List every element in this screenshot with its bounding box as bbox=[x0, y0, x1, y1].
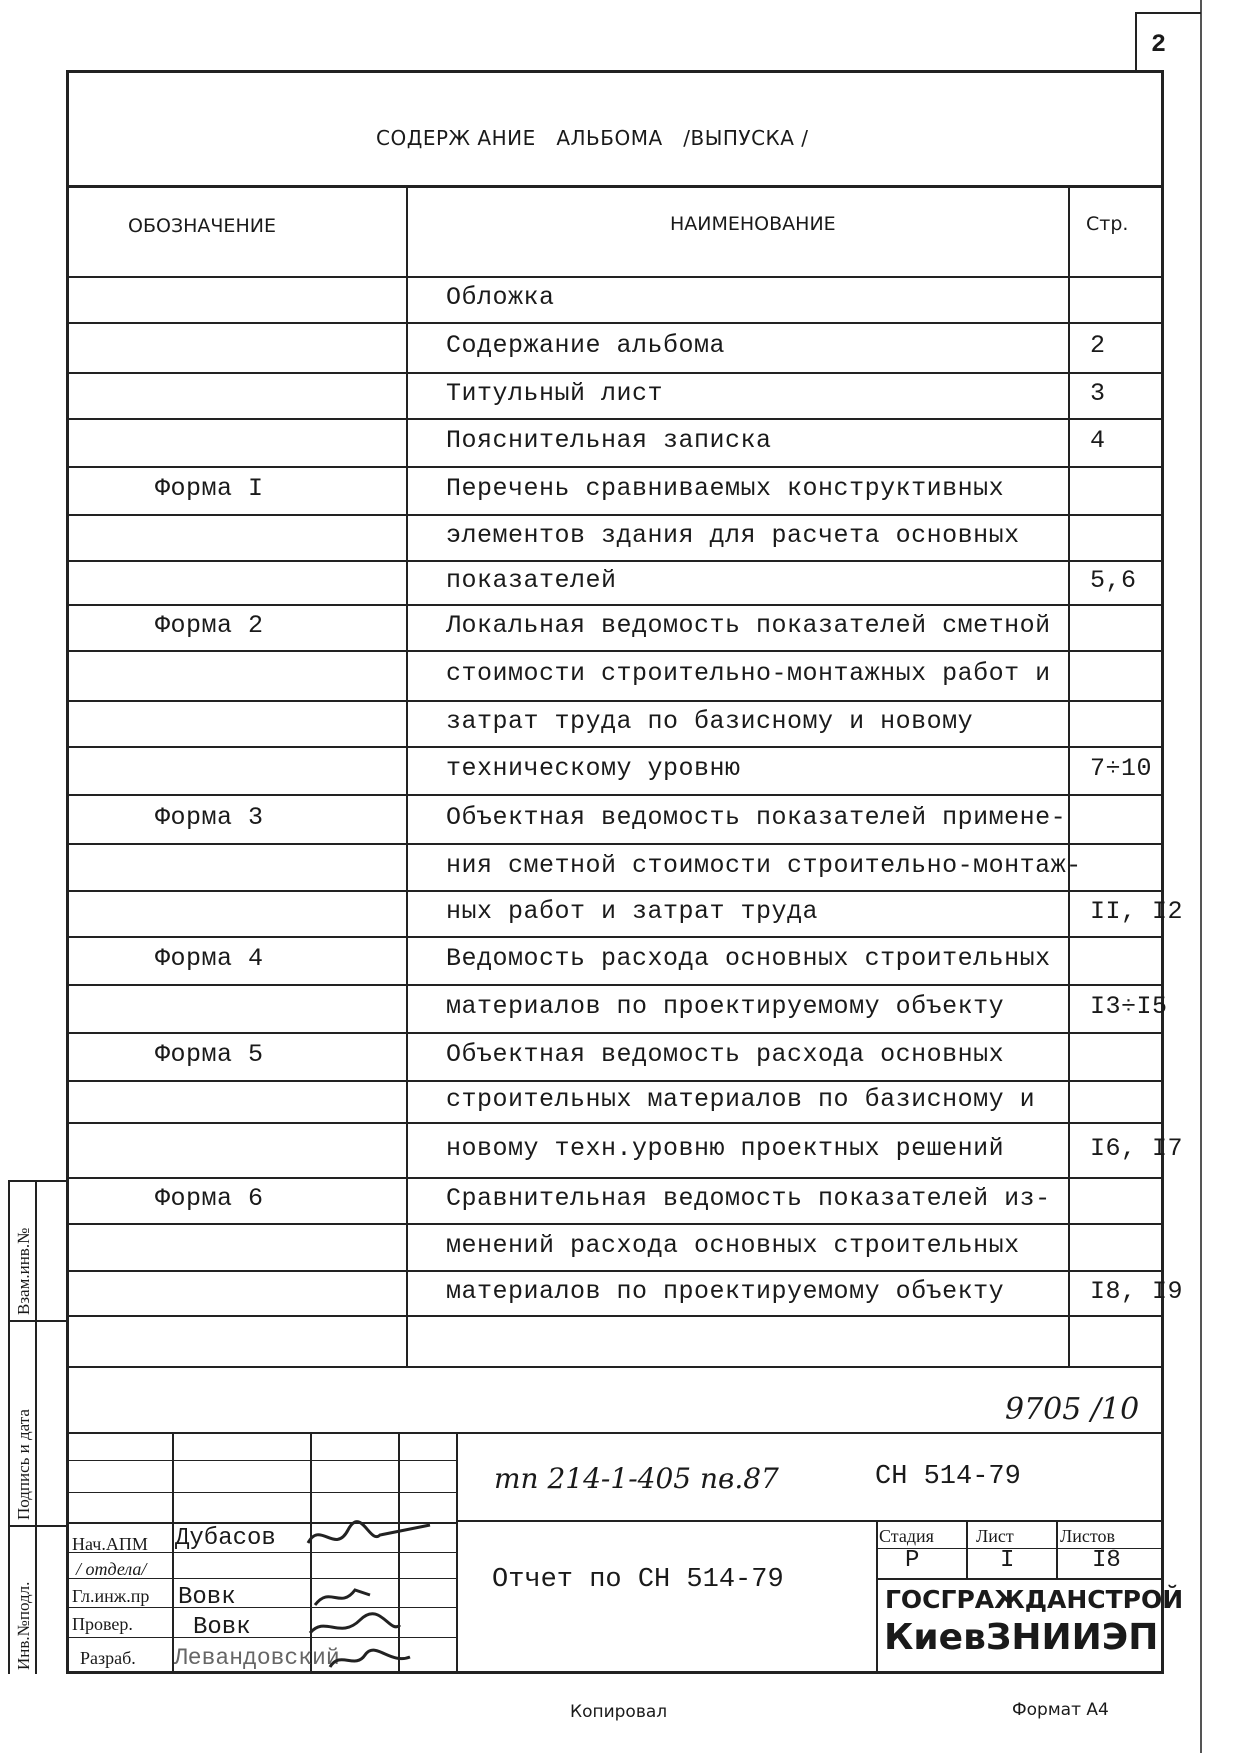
stage-label: Стадия bbox=[879, 1526, 934, 1546]
header-page: Стр. bbox=[1086, 213, 1129, 235]
sheet-number: 2 bbox=[1151, 30, 1167, 59]
page-cell: II, I2 bbox=[1090, 897, 1184, 926]
org-line-2: КиевЗНИИЭП bbox=[884, 1617, 1159, 1658]
row-rule bbox=[68, 936, 1162, 938]
row-rule bbox=[68, 700, 1162, 702]
side-stamp-div1 bbox=[8, 1180, 68, 1182]
signature-5 bbox=[330, 1650, 410, 1667]
name-cell: ных работ и затрат труда bbox=[446, 897, 819, 926]
header-designation: ОБОЗНАЧЕНИЕ bbox=[128, 215, 276, 237]
name-cell: Обложка bbox=[446, 283, 555, 312]
signature-4 bbox=[310, 1614, 400, 1633]
page-cell: I6, I7 bbox=[1090, 1133, 1184, 1163]
tb-stage-col-rule bbox=[876, 1520, 878, 1672]
name-cell: Титульный лист bbox=[446, 379, 664, 408]
name-cell: техническому уровню bbox=[446, 754, 741, 783]
role-4: Провер. bbox=[72, 1614, 133, 1634]
row-rule bbox=[68, 1032, 1162, 1034]
row-rule bbox=[68, 1122, 1162, 1124]
footer-format: Формат А4 bbox=[1012, 1700, 1109, 1720]
side-stamp-div2 bbox=[8, 1320, 68, 1322]
row-rule bbox=[68, 1080, 1162, 1082]
frame-top bbox=[66, 70, 1164, 73]
row-rule bbox=[68, 372, 1162, 374]
name-cell: показателей bbox=[446, 566, 617, 595]
doc-code: тп 214-1-405 пв.87 bbox=[494, 1462, 779, 1495]
name-4: Вовк bbox=[193, 1614, 251, 1641]
name-cell: затрат труда по базисному и новому bbox=[446, 707, 974, 736]
designation-cell: Форма 4 bbox=[155, 944, 264, 973]
name-cell: Перечень сравниваемых конструктивных bbox=[446, 474, 1005, 503]
document-name: Отчет по СН 514-79 bbox=[492, 1565, 784, 1595]
signature-3 bbox=[315, 1590, 370, 1605]
name-cell: Ведомость расхода основных строительных bbox=[446, 944, 1051, 973]
name-cell: материалов по проектируемому объекту bbox=[446, 992, 1005, 1021]
name-cell: материалов по проектируемому объекту bbox=[446, 1276, 1005, 1306]
title-underline bbox=[66, 185, 1164, 188]
header-name: НАИМЕНОВАНИЕ bbox=[670, 213, 836, 235]
page-cell: I8, I9 bbox=[1090, 1276, 1184, 1306]
page-cell: 5,6 bbox=[1090, 566, 1137, 595]
row-rule bbox=[68, 1315, 1162, 1317]
name-cell: Объектная ведомость расхода основных bbox=[446, 1040, 1005, 1069]
name-cell: Пояснительная записка bbox=[446, 426, 772, 455]
frame-bottom bbox=[66, 1671, 1164, 1674]
page-cell: I3÷I5 bbox=[1090, 992, 1168, 1021]
row-rule bbox=[68, 466, 1162, 468]
sheet-number-box-top bbox=[1135, 12, 1201, 14]
row-rule bbox=[68, 560, 1162, 562]
role-1: Нач.АПМ bbox=[72, 1534, 148, 1554]
row-rule bbox=[68, 322, 1162, 324]
name-1: Дубасов bbox=[175, 1525, 276, 1552]
side-stamp-inner bbox=[35, 1180, 37, 1674]
table-bottom-rule bbox=[68, 1366, 1162, 1368]
side-label-inv: Инв.№подл. bbox=[14, 1581, 33, 1670]
role-3: Гл.инж.пр bbox=[72, 1586, 150, 1606]
name-cell: новому техн.уровню проектных решений bbox=[446, 1133, 1005, 1163]
row-rule bbox=[68, 1270, 1162, 1272]
tb-stage-sep bbox=[966, 1520, 968, 1578]
row-rule bbox=[68, 890, 1162, 892]
row-rule bbox=[68, 746, 1162, 748]
page-cell: 4 bbox=[1090, 426, 1106, 455]
name-cell: ния сметной стоимости строительно-монтаж- bbox=[446, 850, 1082, 880]
column-rule-page bbox=[1068, 188, 1070, 1366]
name-cell: стоимости строительно-монтажных работ и bbox=[446, 659, 1051, 688]
row-rule bbox=[68, 1223, 1162, 1225]
side-label-vzam: Взам.инв.№ bbox=[14, 1227, 33, 1315]
name-cell: менений расхода основных строительных bbox=[446, 1230, 1020, 1260]
sheets-value: I8 bbox=[1092, 1547, 1121, 1574]
name-cell: элементов здания для расчета основных bbox=[446, 521, 1020, 550]
side-stamp-left bbox=[8, 1180, 10, 1674]
row-rule bbox=[68, 984, 1162, 986]
archive-number: 9705 /10 bbox=[1005, 1392, 1140, 1427]
row-rule bbox=[68, 1177, 1162, 1179]
name-cell: Объектная ведомость показателей примене- bbox=[446, 802, 1067, 832]
name-cell: Локальная ведомость показателей сметной bbox=[446, 611, 1051, 640]
designation-cell: Форма I bbox=[155, 474, 264, 503]
side-label-podpis: Подпись и дата bbox=[14, 1409, 33, 1520]
side-stamp-div3 bbox=[8, 1525, 68, 1527]
tb-stage-sep bbox=[1056, 1520, 1058, 1578]
stage-value: Р bbox=[905, 1547, 920, 1574]
page-cell: 3 bbox=[1090, 379, 1106, 408]
tb-col-rule bbox=[172, 1432, 174, 1672]
designation-cell: Форма 3 bbox=[155, 802, 264, 832]
sheets-label: Листов bbox=[1060, 1526, 1115, 1546]
tb-top-rule bbox=[68, 1432, 1162, 1434]
tb-col-rule bbox=[456, 1432, 458, 1672]
standard-code: СН 514-79 bbox=[875, 1462, 1021, 1492]
role-2: / отдела/ bbox=[76, 1559, 147, 1579]
signature-1 bbox=[308, 1522, 430, 1543]
row-rule bbox=[68, 418, 1162, 420]
role-5: Разраб. bbox=[80, 1648, 136, 1668]
tb-stage-bottom-rule bbox=[876, 1578, 1162, 1580]
row-rule bbox=[68, 514, 1162, 516]
name-cell: строительных материалов по базисному и bbox=[446, 1085, 1036, 1114]
name-5: Левандовский bbox=[174, 1645, 340, 1671]
page-cell: 2 bbox=[1090, 331, 1106, 360]
page-edge-right bbox=[1200, 0, 1202, 1753]
sheet-number-box-left bbox=[1135, 12, 1137, 70]
row-rule bbox=[68, 604, 1162, 606]
column-rule-designation bbox=[406, 188, 408, 1366]
name-3: Вовк bbox=[178, 1584, 236, 1611]
footer-copied: Копировал bbox=[570, 1702, 668, 1722]
document-title: СОДЕРЖ АНИЕ АЛЬБОМА /ВЫПУСКА / bbox=[376, 126, 809, 150]
designation-cell: Форма 6 bbox=[155, 1184, 264, 1213]
header-rule bbox=[68, 276, 1162, 278]
row-rule bbox=[68, 650, 1162, 652]
sheet-value: I bbox=[1000, 1547, 1015, 1574]
org-line-1: ГОСГРАЖДАНСТРОЙ bbox=[885, 1585, 1184, 1614]
designation-cell: Форма 2 bbox=[155, 611, 264, 640]
signatures bbox=[300, 1515, 450, 1675]
name-cell: Сравнительная ведомость показателей из- bbox=[446, 1184, 1051, 1213]
name-cell: Содержание альбома bbox=[446, 331, 726, 360]
page-cell: 7÷10 bbox=[1090, 754, 1153, 783]
row-rule bbox=[68, 843, 1162, 845]
sheet-label: Лист bbox=[976, 1526, 1014, 1546]
row-rule bbox=[68, 794, 1162, 796]
designation-cell: Форма 5 bbox=[155, 1040, 264, 1069]
